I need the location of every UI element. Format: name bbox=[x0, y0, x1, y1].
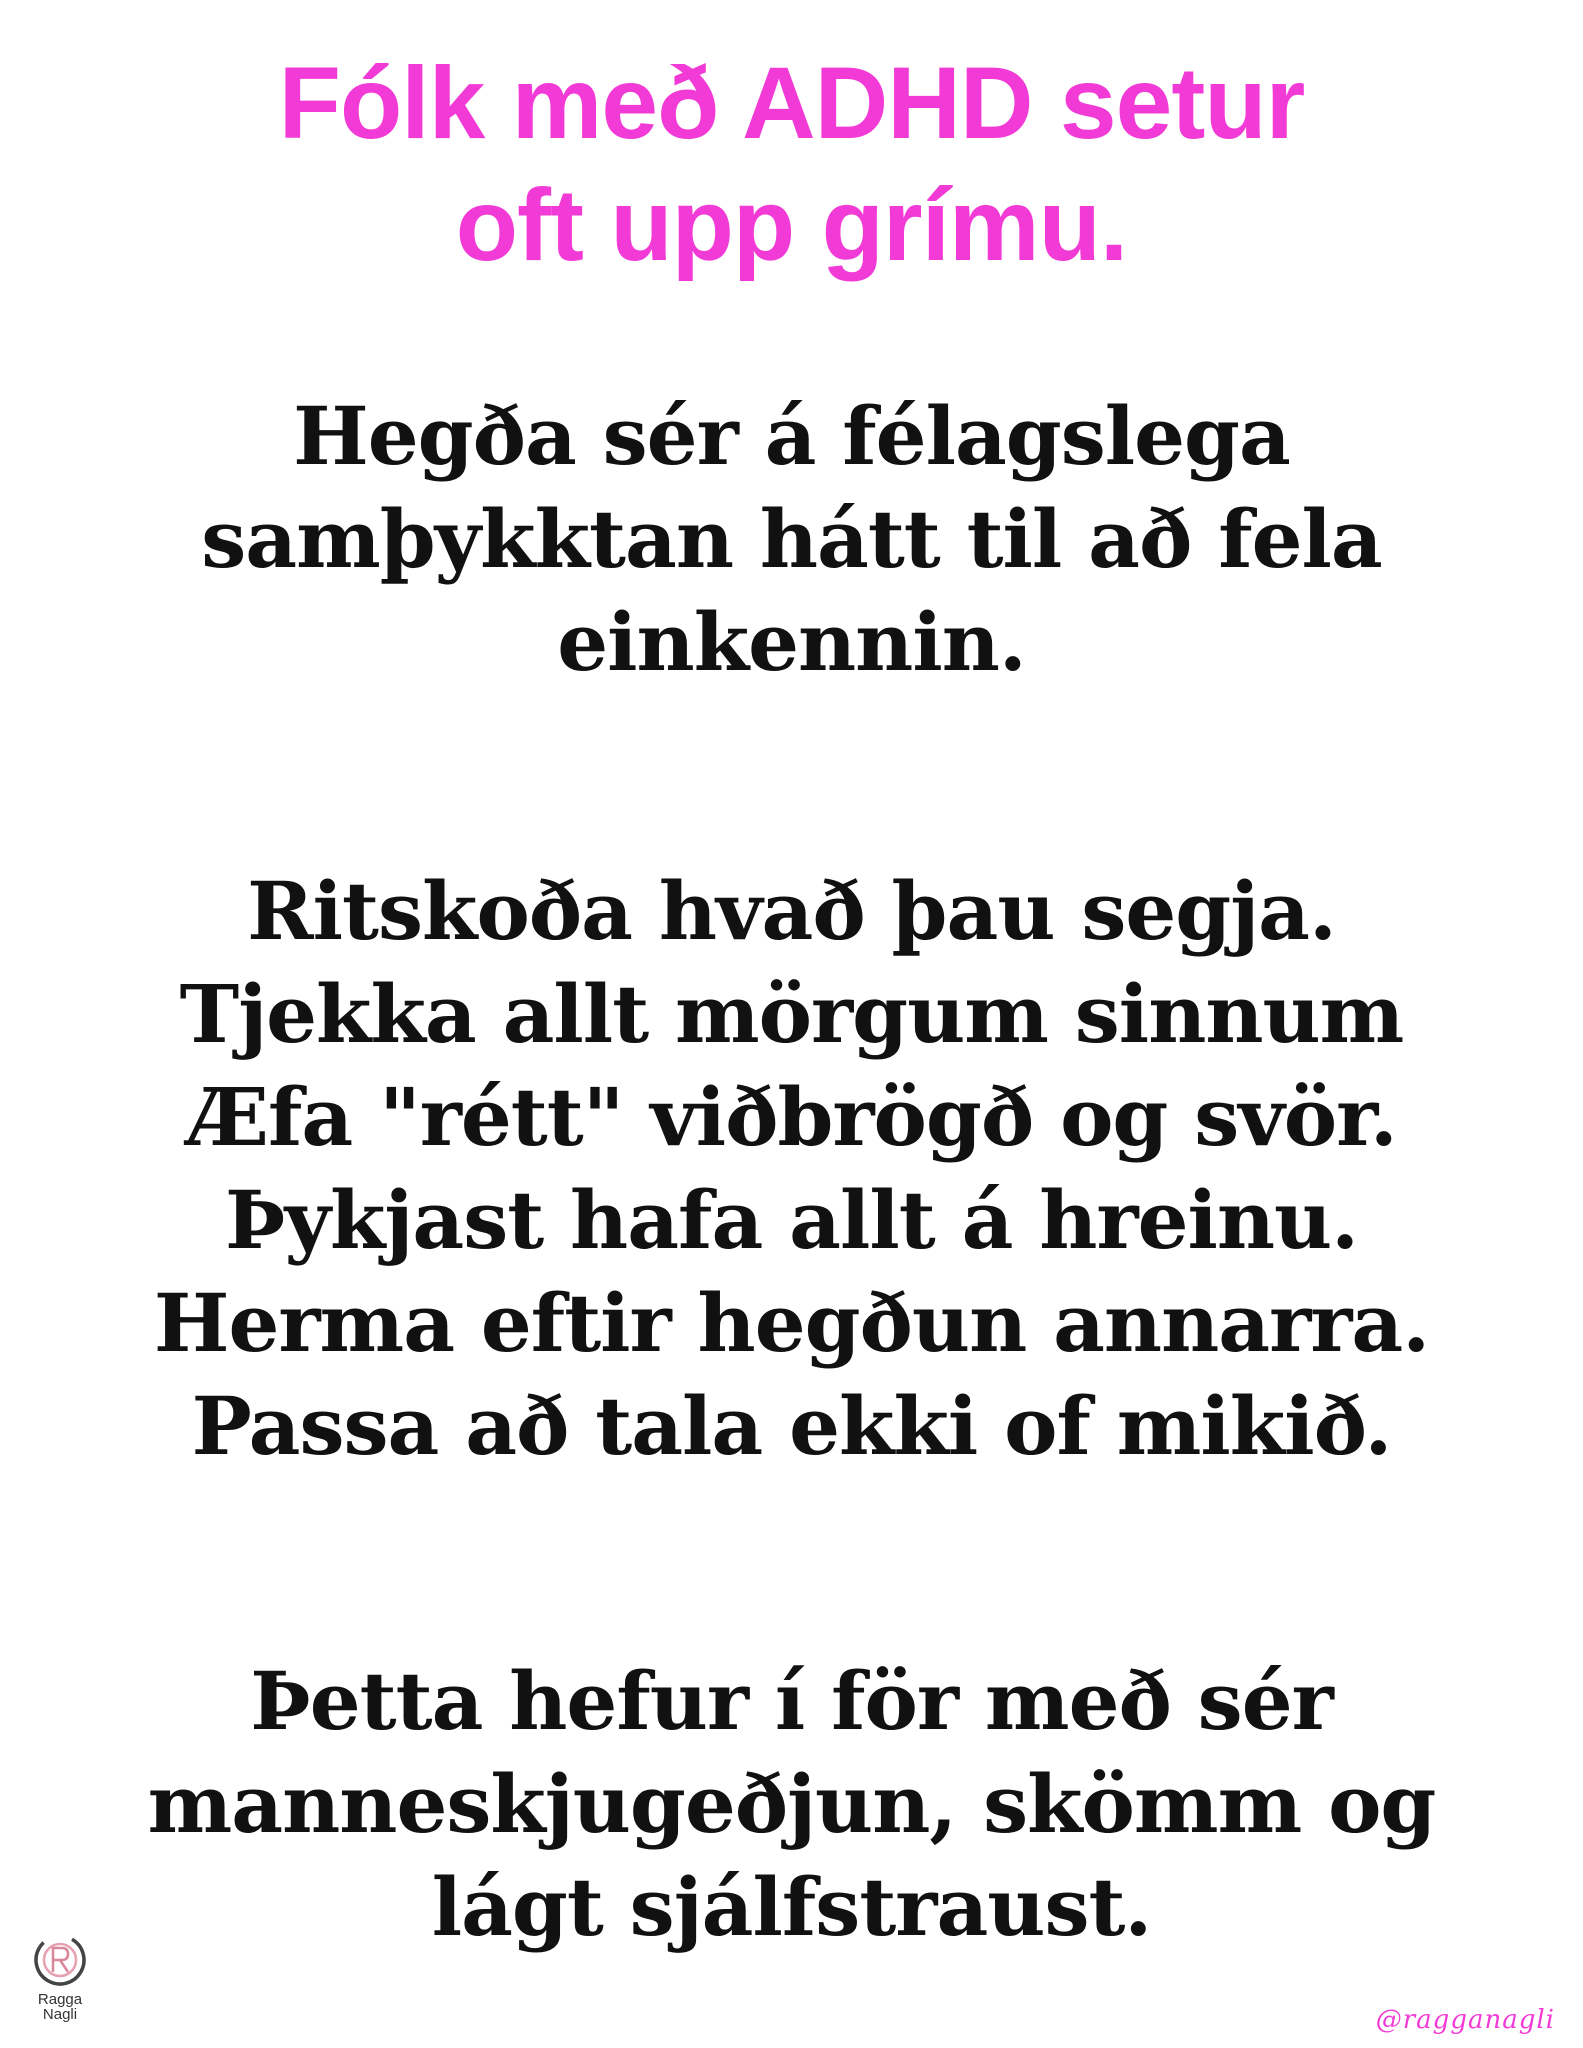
brand-logo bbox=[22, 1930, 98, 2040]
headline-line-1: Fólk með ADHD setur bbox=[278, 46, 1305, 160]
paragraph-masking-description bbox=[0, 385, 1583, 694]
behaviour-line: Æfa "rétt" viðbrögð og svör. bbox=[186, 1070, 1397, 1164]
behaviour-line: Ritskoða hvað þau segja. bbox=[247, 864, 1336, 958]
paragraph-line: Þetta hefur í för með sér bbox=[250, 1654, 1333, 1748]
paragraph-line: Hegða sér á félagslega bbox=[293, 389, 1290, 483]
paragraph-masking-behaviours bbox=[0, 860, 1583, 1478]
logo-word: Nagli bbox=[42, 2006, 78, 2023]
behaviour-line: Þykjast hafa allt á hreinu. bbox=[224, 1173, 1359, 1267]
paragraph-consequences bbox=[0, 1650, 1583, 1959]
social-handle: @ragganagli bbox=[1375, 2005, 1555, 2035]
logo-wordmark bbox=[22, 1992, 98, 2022]
headline bbox=[0, 42, 1583, 286]
paragraph-line: lágt sjálfstraust. bbox=[431, 1860, 1152, 1954]
behaviour-line: Tjekka allt mörgum sinnum bbox=[179, 967, 1404, 1061]
paragraph-line: manneskjugeðjun, skömm og bbox=[147, 1757, 1436, 1851]
logo-word: Ragga bbox=[37, 1991, 83, 2008]
rn-monogram-logo-icon bbox=[22, 1930, 98, 1990]
paragraph-line: samþykktan hátt til að fela bbox=[201, 492, 1382, 586]
behaviour-line: Passa að tala ekki of mikið. bbox=[191, 1379, 1392, 1473]
behaviour-line: Herma eftir hegðun annarra. bbox=[153, 1276, 1430, 1370]
headline-line-2: oft upp grímu. bbox=[455, 168, 1128, 282]
paragraph-line: einkennin. bbox=[557, 595, 1026, 689]
